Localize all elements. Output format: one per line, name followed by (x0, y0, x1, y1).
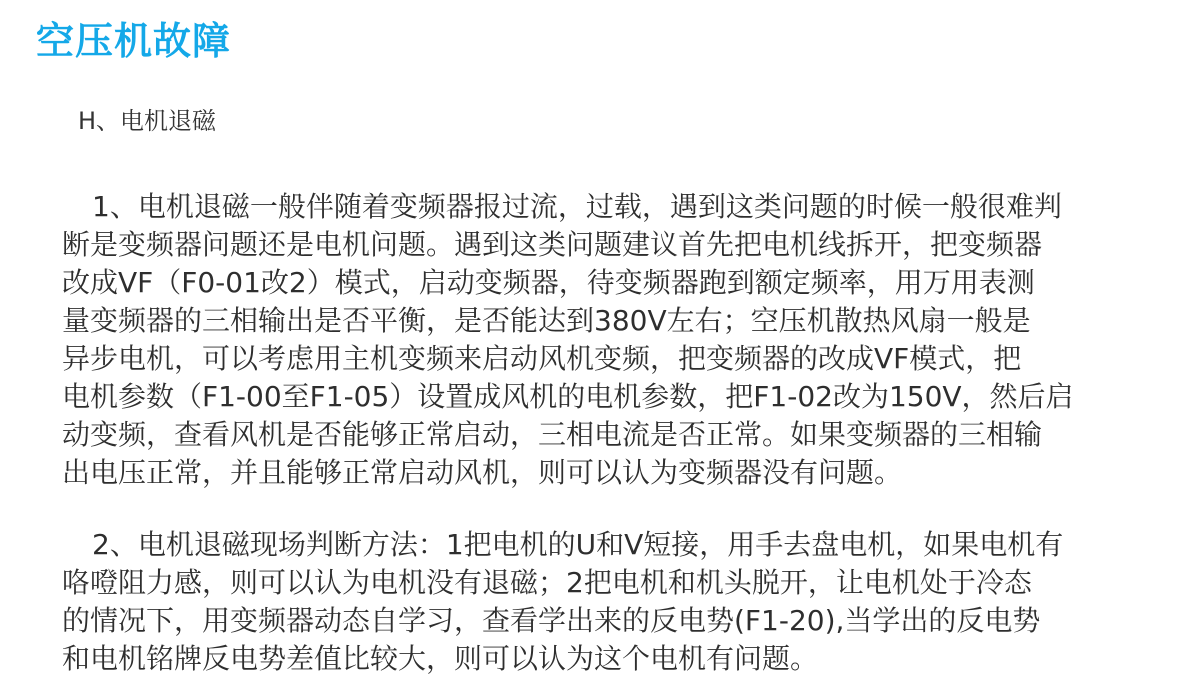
paragraph-line: 咯噔阻力感，则可以认为电机没有退磁；2把电机和机头脱开，让电机处于冷态 (62, 566, 1032, 599)
paragraph-line: 出电压正常，并且能够正常启动风机，则可以认为变频器没有问题。 (62, 456, 903, 489)
paragraph-line: 异步电机，可以考虑用主机变频来启动风机变频，把变频器的改成VF模式，把 (62, 342, 1022, 375)
paragraph-line: 的情况下，用变频器动态自学习，查看学出来的反电势(F1-20),当学出的反电势 (62, 604, 1041, 637)
page-title: 空压机故障 (36, 19, 232, 63)
paragraph-line: 量变频器的三相输出是否平衡，是否能达到380V左右；空压机散热风扇一般是 (62, 304, 1031, 337)
paragraph-line: 2、电机退磁现场判断方法：1把电机的U和V短接，用手去盘电机，如果电机有 (92, 528, 1064, 561)
paragraph-line: 断是变频器问题还是电机问题。遇到这类问题建议首先把电机线拆开，把变频器 (62, 228, 1043, 261)
paragraph-line: 改成VF（F0-01改2）模式，启动变频器，待变频器跑到额定频率，用万用表测 (62, 266, 1035, 299)
paragraph-line: 和电机铭牌反电势差值比较大，则可以认为这个电机有问题。 (62, 642, 819, 675)
paragraph-line: 电机参数（F1-00至F1-05）设置成风机的电机参数，把F1-02改为150V，然后启 (62, 380, 1074, 413)
paragraph-2 (62, 526, 1063, 678)
paragraph-line: 1、电机退磁一般伴随着变频器报过流，过载，遇到这类问题的时候一般很难判 (92, 190, 1062, 223)
section-heading: H、电机退磁 (78, 107, 217, 135)
paragraph-1 (62, 188, 1074, 492)
paragraph-line: 动变频，查看风机是否能够正常启动，三相电流是否正常。如果变频器的三相输 (62, 418, 1043, 451)
